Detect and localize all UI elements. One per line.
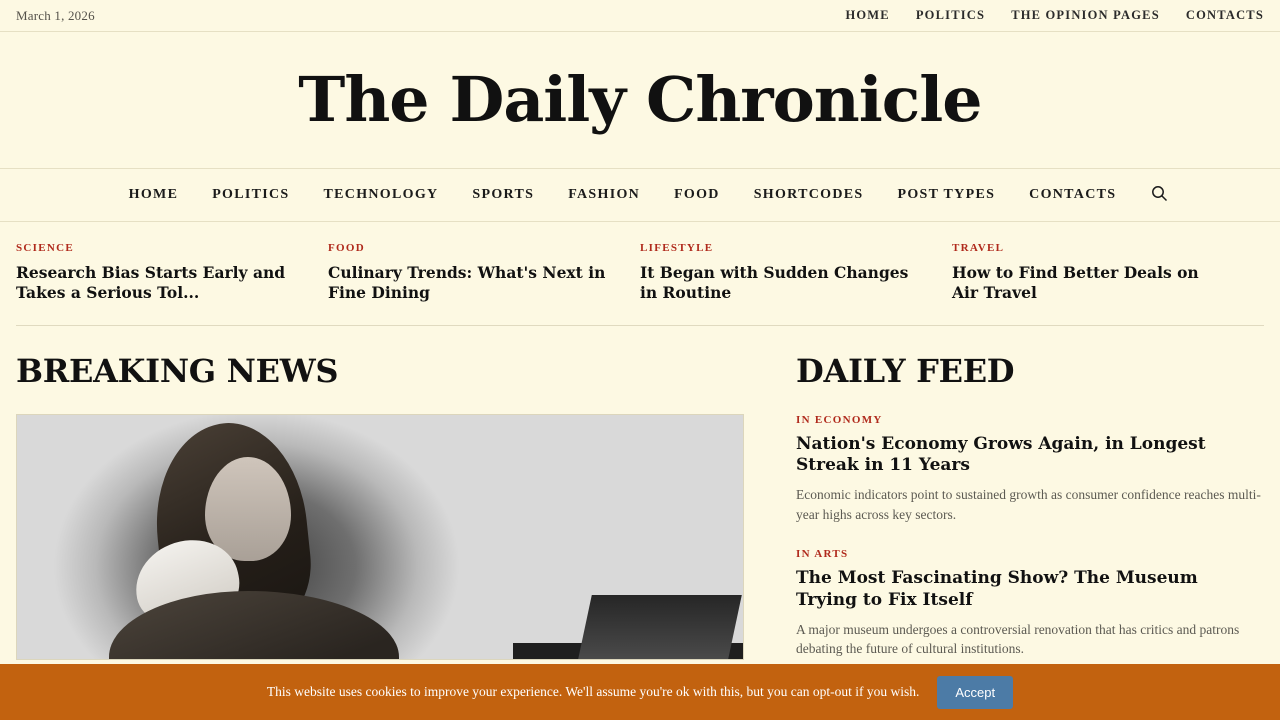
main-navigation xyxy=(0,169,1280,222)
search-button[interactable] xyxy=(1133,185,1168,205)
nav-item-fashion[interactable]: FASHION xyxy=(568,187,641,202)
teaser-science[interactable] xyxy=(16,242,328,303)
teaser-travel[interactable] xyxy=(952,242,1264,303)
teaser-headline[interactable]: It Began with Sudden Changes in Routine xyxy=(640,263,909,302)
teaser-category: SCIENCE xyxy=(16,242,75,254)
teaser-food[interactable] xyxy=(328,242,640,303)
masthead xyxy=(0,32,1280,169)
hero-figure-laptop xyxy=(578,595,742,659)
topnav-item-opinion-pages[interactable]: THE OPINION PAGES xyxy=(1011,8,1160,22)
topnav-item-politics[interactable]: POLITICS xyxy=(915,8,986,22)
feed-item-title[interactable]: The Most Fascinating Show? The Museum Trying to Fix Itself xyxy=(796,568,1198,610)
daily-feed-section xyxy=(796,352,1264,683)
cookie-consent-banner xyxy=(0,664,1280,720)
feed-item-arts[interactable] xyxy=(796,548,1264,659)
nav-item-politics[interactable]: POLITICS xyxy=(212,187,290,202)
category-teaser-strip xyxy=(0,222,1280,303)
teaser-lifestyle[interactable] xyxy=(640,242,952,303)
breaking-news-section xyxy=(16,352,744,683)
search-icon xyxy=(1151,185,1168,205)
teaser-headline[interactable]: Culinary Trends: What's Next in Fine Dining xyxy=(328,263,606,302)
nav-item-contacts[interactable]: CONTACTS xyxy=(1029,187,1117,202)
feed-item-title[interactable]: Nation's Economy Grows Again, in Longest Streak in 11 Years xyxy=(796,433,1206,475)
teaser-category: LIFESTYLE xyxy=(640,242,714,254)
cookie-accept-button[interactable]: Accept xyxy=(937,676,1013,709)
teaser-headline[interactable]: How to Find Better Deals on Air Travel xyxy=(952,263,1199,302)
topnav-item-home[interactable]: HOME xyxy=(845,8,890,22)
nav-item-shortcodes[interactable]: SHORTCODES xyxy=(753,187,864,202)
site-title[interactable]: The Daily Chronicle xyxy=(298,63,982,136)
topnav-item-contacts[interactable]: CONTACTS xyxy=(1185,8,1264,22)
feed-item-category: IN ARTS xyxy=(796,548,849,561)
top-utility-bar xyxy=(0,0,1280,32)
main-content xyxy=(0,326,1280,683)
teaser-headline[interactable]: Research Bias Starts Early and Takes a Serious Tol... xyxy=(16,263,286,302)
feed-item-description: A major museum undergoes a controversial renovation that has critics and patrons debating the future of cultural institutions. xyxy=(796,621,1240,657)
breaking-news-hero-image[interactable] xyxy=(16,414,744,660)
nav-item-home[interactable]: HOME xyxy=(128,187,179,202)
feed-item-description: Economic indicators point to sustained growth as consumer confidence reaches multi-year highs across key sectors. xyxy=(796,487,1261,522)
nav-item-sports[interactable]: SPORTS xyxy=(472,187,535,202)
cookie-message: This website uses cookies to improve your experience. We'll assume you're ok with this, but you can opt-out if you wish. xyxy=(266,684,920,699)
nav-item-food[interactable]: FOOD xyxy=(674,187,720,202)
feed-item-category: IN ECONOMY xyxy=(796,413,883,426)
teaser-category: FOOD xyxy=(328,242,365,254)
teaser-category: TRAVEL xyxy=(952,242,1005,254)
breaking-news-heading: BREAKING NEWS xyxy=(16,351,339,390)
daily-feed-heading: DAILY FEED xyxy=(796,351,1015,390)
feed-item-economy[interactable] xyxy=(796,414,1264,525)
nav-item-post-types[interactable]: POST TYPES xyxy=(897,187,996,202)
current-date: March 1, 2026 xyxy=(16,7,95,23)
nav-item-technology[interactable]: TECHNOLOGY xyxy=(323,187,439,202)
top-navigation xyxy=(845,8,1264,23)
